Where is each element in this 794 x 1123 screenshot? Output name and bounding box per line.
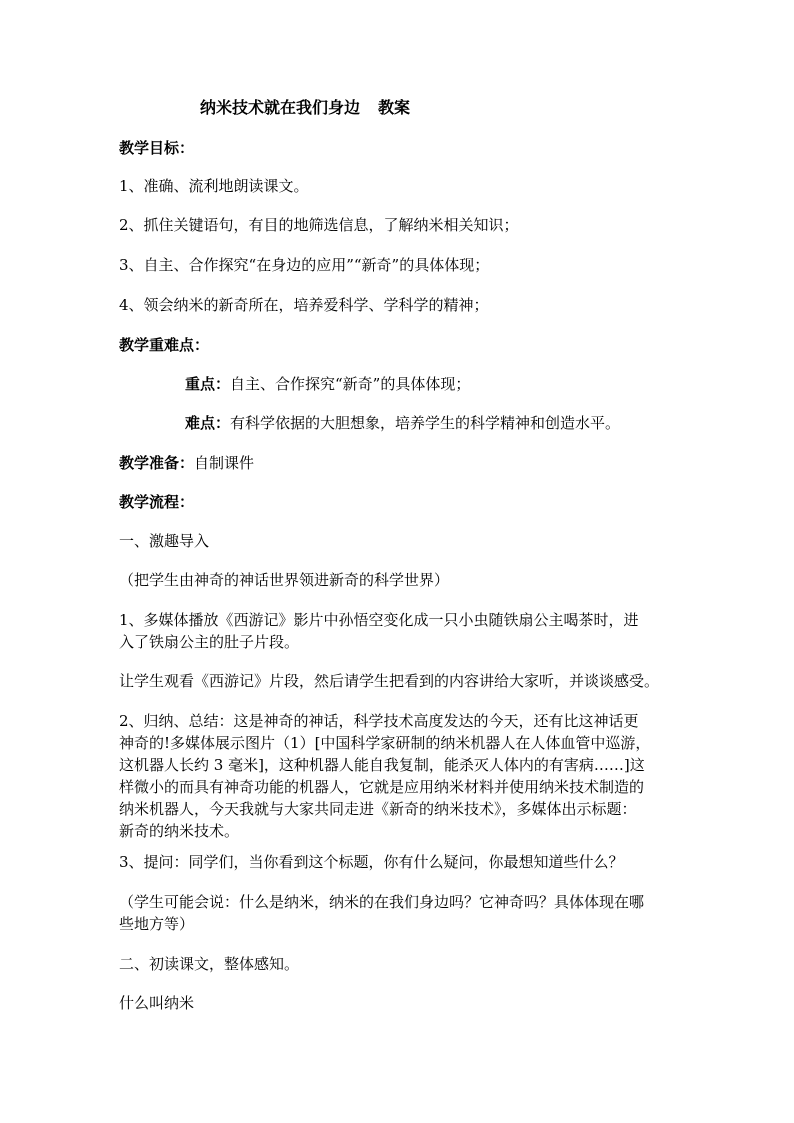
process-heading: 教学流程： (119, 493, 195, 511)
document-title (200, 95, 410, 118)
objective-item-4: 4、领会纳米的新奇所在，培养爱科学、学科学的精神； (119, 296, 489, 314)
step-3-note-line-1: （学生可能会说：什么是纳米，纳米的在我们身边吗？它神奇吗？具体体现在哪 (119, 893, 645, 911)
key-point-text: 自主、合作探究“新奇”的具体体现； (230, 375, 471, 393)
objectives-heading: 教学目标： (119, 139, 195, 157)
key-point-label: 重点： (185, 375, 231, 393)
step-2-line-5: 纳米机器人，今天我就与大家共同走进《新奇的纳米技术》，多媒体出示标题： (119, 800, 637, 818)
difficulty-label: 难点： (185, 414, 231, 432)
section-1-title: 一、激趣导入 (119, 532, 210, 550)
keypoints-heading: 教学重难点： (119, 336, 210, 354)
step-3-note-line-2: 些地方等） (119, 915, 195, 933)
step-1-follow: 让学生观看《西游记》片段，然后请学生把看到的内容讲给大家听，并谈谈感受。 (119, 672, 660, 690)
section-2-title: 二、初读课文，整体感知。 (119, 955, 300, 973)
title-suffix: 教案 (378, 98, 411, 117)
step-2-line-4: 样微小的而具有神奇功能的机器人，它就是应用纳米材料并使用纳米技术制造的 (119, 778, 645, 796)
step-2-line-6: 新奇的纳米技术。 (119, 822, 240, 840)
step-2-line-3: 这机器人长约 3 毫米]，这种机器人能自我复制，能杀灭人体内的有害病……]这 (119, 756, 645, 774)
preparation-text: 自制课件 (194, 454, 255, 472)
objective-item-2: 2、抓住关键语句，有目的地筛选信息，了解纳米相关知识； (119, 216, 519, 234)
difficulty-text: 有科学依据的大胆想象，培养学生的科学精神和创造水平。 (230, 414, 621, 432)
preparation-label: 教学准备： (119, 454, 195, 472)
key-point (185, 373, 470, 395)
step-2-line-1: 2、归纳、总结：这是神奇的神话，科学技术高度发达的今天，还有比这神话更 (119, 712, 639, 730)
title-main: 纳米技术就在我们身边 (200, 98, 361, 117)
preparation (119, 452, 254, 474)
section-1-note: （把学生由神奇的神话世界领进新奇的科学世界） (119, 571, 450, 589)
step-1-line-1: 1、多媒体播放《西游记》影片中孙悟空变化成一只小虫随铁扇公主喝茶时，进 (119, 611, 639, 629)
difficulty-point (185, 412, 620, 434)
step-1-line-2: 入了铁扇公主的肚子片段。 (119, 633, 300, 651)
objective-item-3: 3、自主、合作探究“在身边的应用”“新奇”的具体体现； (119, 256, 490, 274)
step-2-line-2: 神奇的!多媒体展示图片（1）[中国科学家研制的纳米机器人在人体血管中巡游， (119, 734, 651, 752)
objective-item-1: 1、准确、流利地朗读课文。 (119, 177, 309, 195)
section-2-subtitle: 什么叫纳米 (119, 994, 195, 1012)
step-3: 3、提问：同学们，当你看到这个标题，你有什么疑问，你最想知道些什么？ (119, 853, 624, 871)
